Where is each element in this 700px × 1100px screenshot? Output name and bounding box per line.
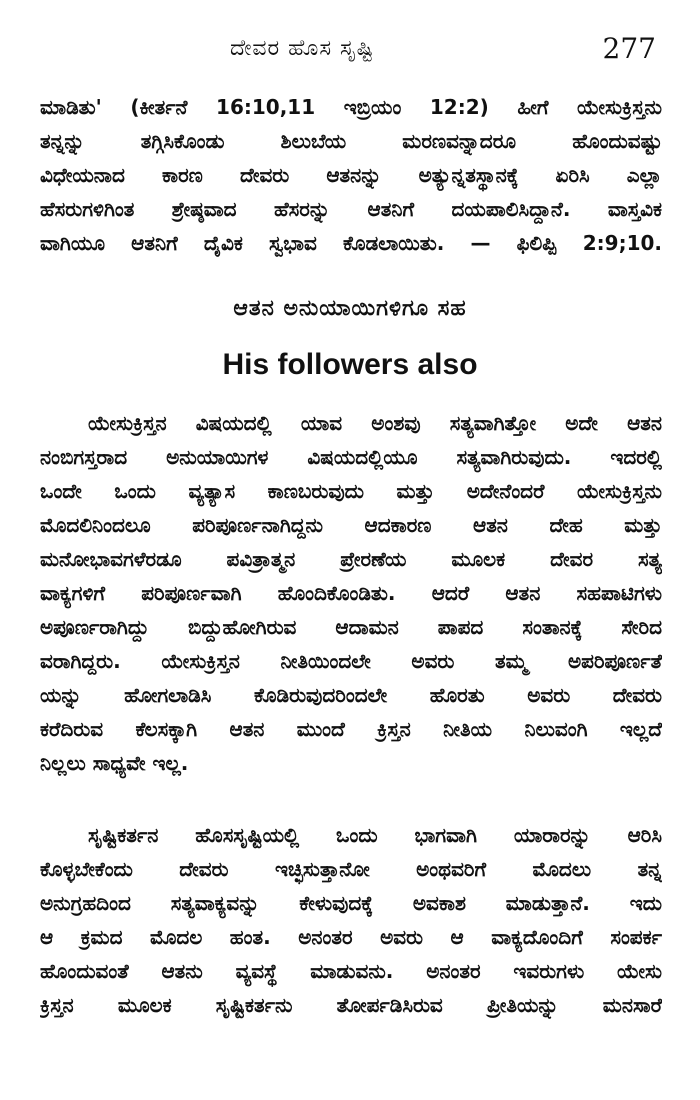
paragraph-2 <box>40 406 662 780</box>
paragraph-line: ಮನೋಭಾವಗಳೆರಡೂ ಪವಿತ್ರಾತ್ಮನ ಪ್ರೇರಣೆಯ ಮೂಲಕ ದೇವರ ಸತ್ಯ <box>40 547 662 571</box>
paragraph-1 <box>40 90 662 260</box>
section-heading-kannada: ಆತನ ಅನುಯಾಯಿಗಳಿಗೂ ಸಹ <box>233 296 467 321</box>
paragraph-3 <box>40 818 662 1022</box>
paragraph-line: ವಾಕ್ಯಗಳಿಗೆ ಪರಿಪೂರ್ಣವಾಗಿ ಹೊಂದಿಕೊಂಡಿತು. ಆದರೆ ಆತನ ಸಹಪಾಟಿಗಳು <box>40 581 662 605</box>
running-header <box>0 30 700 70</box>
paragraph-line: ವಾಗಿಯೂ ಆತನಿಗೆ ದೈವಿಕ ಸ್ವಭಾವ ಕೊಡಲಾಯಿತು. — ಫಿಲಿಪ್ಪಿ 2:9;10. <box>40 231 662 255</box>
section-heading-english: His followers also <box>222 348 478 381</box>
paragraph-line: ನಂಬಿಗಸ್ತರಾದ ಅನುಯಾಯಿಗಳ ವಿಷಯದಲ್ಲಿಯೂ ಸತ್ಯವಾಗಿರುವುದು. ಇದರಲ್ಲಿ <box>40 445 662 469</box>
paragraph-line: ಮಾಡಿತು' (ಕೀರ್ತನೆ 16:10,11 ಇಬ್ರಿಯಂ 12:2) ಹೀಗೆ ಯೇಸುಕ್ರಿಸ್ತನು <box>40 95 662 119</box>
paragraph-line: ವರಾಗಿದ್ದರು. ಯೇಸುಕ್ರಿಸ್ತನ ನೀತಿಯಿಂದಲೇ ಅವರು ತಮ್ಮ ಅಪರಿಪೂರ್ಣತೆ <box>40 649 662 673</box>
paragraph-line: ಕ್ರಿಸ್ತನ ಮೂಲಕ ಸೃಷ್ಟಿಕರ್ತನು ತೋರ್ಪಡಿಸಿರುವ ಪ್ರೀತಿಯನ್ನು ಮನಸಾರೆ <box>40 993 662 1017</box>
paragraph-line: ಯೇಸುಕ್ರಿಸ್ತನ ವಿಷಯದಲ್ಲಿ ಯಾವ ಅಂಶವು ಸತ್ಯವಾಗಿತ್ತೋ ಅದೇ ಆತನ <box>88 411 662 435</box>
paragraph-line: ನಿಲ್ಲಲು ಸಾಧ್ಯವೇ ಇಲ್ಲ. <box>40 751 189 775</box>
paragraph-line: ಕರೆದಿರುವ ಕೆಲಸಕ್ಕಾಗಿ ಆತನ ಮುಂದೆ ಕ್ರಿಸ್ತನ ನೀತಿಯ ನಿಲುವಂಗಿ ಇಲ್ಲದೆ <box>40 717 662 741</box>
page-number: 277 <box>602 32 656 65</box>
running-title: ದೇವರ ಹೊಸ ಸೃಷ್ಟಿ <box>230 36 375 61</box>
paragraph-line: ಅನುಗ್ರಹದಿಂದ ಸತ್ಯವಾಕ್ಯವನ್ನು ಕೇಳುವುದಕ್ಕೆ ಅವಕಾಶ ಮಾಡುತ್ತಾನೆ. ಇದು <box>40 891 662 915</box>
paragraph-line: ಹೊಂದುವಂತೆ ಆತನು ವ್ಯವಸ್ಥೆ ಮಾಡುವನು. ಅನಂತರ ಇವರುಗಳು ಯೇಸು <box>40 959 662 983</box>
paragraph-line: ಒಂದೇ ಒಂದು ವ್ಯತ್ಯಾಸ ಕಾಣಬರುವುದು ಮತ್ತು ಅದೇನೆಂದರೆ ಯೇಸುಕ್ರಿಸ್ತನು <box>40 479 662 503</box>
paragraph-line: ಮೊದಲಿನಿಂದಲೂ ಪರಿಪೂರ್ಣನಾಗಿದ್ದನು ಆದಕಾರಣ ಆತನ ದೇಹ ಮತ್ತು <box>40 513 662 537</box>
paragraph-line: ಆ ಕ್ರಮದ ಮೊದಲ ಹಂತ. ಅನಂತರ ಅವರು ಆ ವಾಕ್ಯದೊಂದಿಗೆ ಸಂಪರ್ಕ <box>40 925 662 949</box>
paragraph-line: ವಿಧೇಯನಾದ ಕಾರಣ ದೇವರು ಆತನನ್ನು ಅತ್ಯುನ್ನತಸ್ಥಾನಕ್ಕೆ ಏರಿಸಿ ಎಲ್ಲಾ <box>40 163 662 187</box>
paragraph-line: ತನ್ನನ್ನು ತಗ್ಗಿಸಿಕೊಂಡು ಶಿಲುಬೆಯ ಮರಣವನ್ನಾದರೂ ಹೊಂದುವಷ್ಟು <box>40 129 662 153</box>
paragraph-line: ಕೊಳ್ಳಬೇಕೆಂದು ದೇವರು ಇಚ್ಛಿಸುತ್ತಾನೋ ಅಂಥವರಿಗೆ ಮೊದಲು ತನ್ನ <box>40 857 662 881</box>
paragraph-line: ಸೃಷ್ಟಿಕರ್ತನ ಹೊಸಸೃಷ್ಟಿಯಲ್ಲಿ ಒಂದು ಭಾಗವಾಗಿ ಯಾರಾರನ್ನು ಆರಿಸಿ <box>88 823 662 847</box>
paragraph-line: ಯನ್ನು ಹೋಗಲಾಡಿಸಿ ಕೊಡಿರುವುದರಿಂದಲೇ ಹೊರತು ಅವರು ದೇವರು <box>40 683 662 707</box>
paragraph-line: ಅಪೂರ್ಣರಾಗಿದ್ದು ಬಿದ್ದುಹೋಗಿರುವ ಆದಾಮನ ಪಾಪದ ಸಂತಾನಕ್ಕೆ ಸೇರಿದ <box>40 615 662 639</box>
paragraph-line: ಹೆಸರುಗಳಿಗಿಂತ ಶ್ರೇಷ್ಠವಾದ ಹೆಸರನ್ನು ಆತನಿಗೆ ದಯಪಾಲಿಸಿದ್ದಾನೆ. ವಾಸ್ತವಿಕ <box>40 197 662 221</box>
